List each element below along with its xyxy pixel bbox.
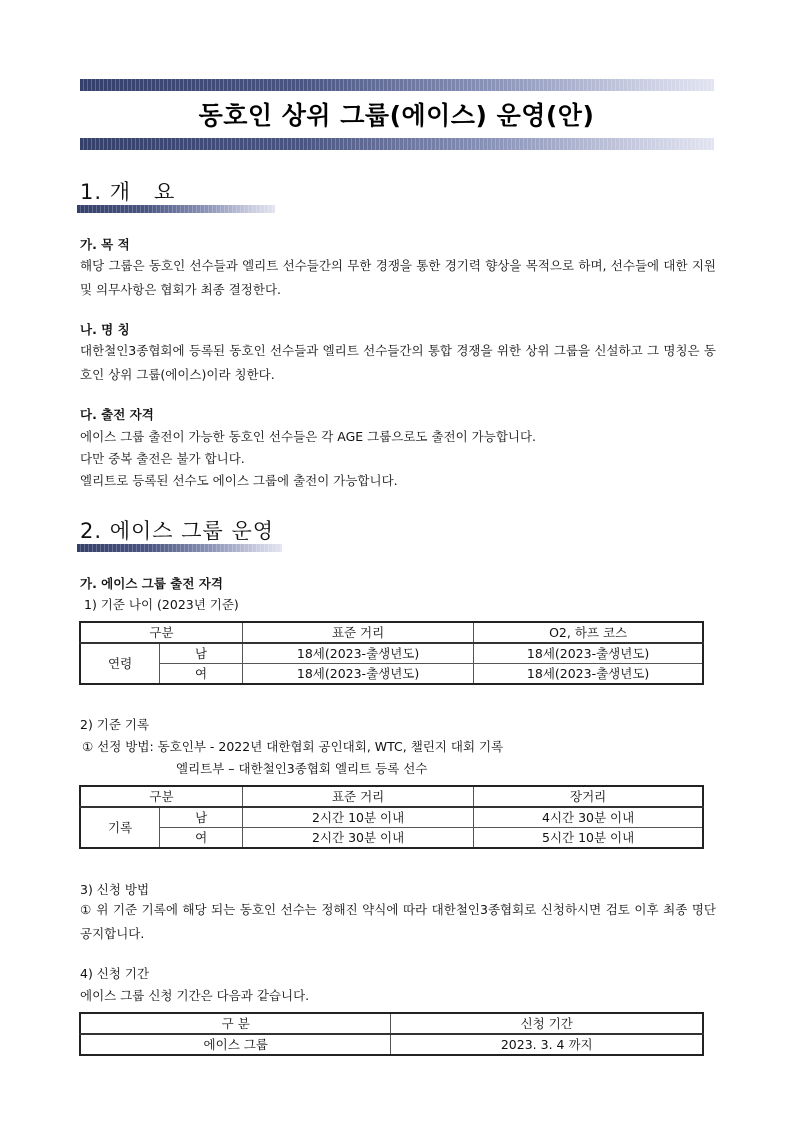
document-title: 동호인 상위 그룹(에이스) 운영(안)	[198, 101, 595, 130]
section-2-underline	[77, 544, 282, 552]
age-table	[79, 621, 704, 685]
age-table-header-standard: 표준 거리	[242, 622, 473, 643]
record-table-header-long: 장거리	[474, 786, 703, 807]
section-2-heading: 2. 에이스 그룹 운영	[80, 519, 275, 543]
age-table-long: 18세(2023-출생년도)	[474, 643, 703, 664]
record-table	[79, 785, 704, 849]
application-period-label: 4) 신청 기간	[80, 966, 150, 981]
subsection-eligibility-title: 다. 출전 자격	[80, 407, 154, 422]
period-table-header-period: 신청 기간	[391, 1013, 703, 1034]
table-row	[80, 664, 703, 685]
age-table-standard: 18세(2023-출생년도)	[242, 664, 473, 685]
table-row	[80, 643, 703, 664]
application-method-label: 3) 신청 방법	[80, 882, 150, 897]
application-method-text: ① 위 기준 기록에 해당 되는 동호인 선수는 정해진 약식에 따라 대한철인3종협회로 신청하시면 검토 이후 최종 명단 공지합니다.	[80, 902, 716, 941]
record-table-standard: 2시간 30분 이내	[243, 828, 474, 849]
section-1-heading: 1. 개 요	[80, 180, 176, 204]
record-table-long: 4시간 30분 이내	[474, 807, 703, 828]
subsection-name-title: 나. 명 칭	[80, 322, 130, 337]
title-bottom-bar	[80, 138, 714, 150]
eligibility-line-1: 에이스 그룹 출전이 가능한 동호인 선수들은 각 AGE 그룹으로도 출전이 가능합니다.	[80, 429, 537, 444]
application-period-text: 에이스 그룹 신청 기간은 다음과 같습니다.	[80, 988, 310, 1003]
eligibility-line-2: 다만 중복 출전은 불가 합니다.	[80, 451, 245, 466]
age-table-header-long: O2, 하프 코스	[474, 622, 703, 643]
age-table-gender: 남	[160, 643, 243, 664]
record-table-header-standard: 표준 거리	[243, 786, 474, 807]
record-table-gender: 남	[160, 807, 243, 828]
age-table-gender: 여	[160, 664, 243, 685]
age-table-long: 18세(2023-출생년도)	[474, 664, 703, 685]
selection-method-line-1: ① 선정 방법: 동호인부 - 2022년 대한협회 공인대회, WTC, 챌린지 대회 기록	[82, 739, 504, 754]
record-table-gender: 여	[160, 828, 243, 849]
age-table-header-category: 구분	[80, 622, 242, 643]
selection-method-line-2: 엘리트부 – 대한철인3종협회 엘리트 등록 선수	[176, 761, 428, 776]
name-text: 대한철인3종협회에 등록된 동호인 선수들과 엘리트 선수들간의 통합 경쟁을 위한 상위 그룹을 신설하고 그 명칭은 동호인 상위 그룹(에이스)이라 칭한다.	[80, 343, 716, 382]
age-table-standard: 18세(2023-출생년도)	[242, 643, 473, 664]
record-table-long: 5시간 10분 이내	[474, 828, 703, 849]
table-row	[80, 807, 703, 828]
subsection-ace-eligibility-title: 가. 에이스 그룹 출전 자격	[80, 576, 223, 591]
table-row	[80, 828, 703, 849]
period-table-period: 2023. 3. 4 까지	[391, 1034, 703, 1055]
title-top-bar	[80, 79, 714, 91]
record-table-standard: 2시간 10분 이내	[243, 807, 474, 828]
section-1-underline	[77, 205, 275, 213]
period-table	[79, 1012, 704, 1056]
table-row	[80, 1034, 703, 1055]
eligibility-line-3: 엘리트로 등록된 선수도 에이스 그룹에 출전이 가능합니다.	[80, 473, 398, 488]
age-table-row-group: 연령	[80, 643, 160, 684]
purpose-text: 해당 그룹은 동호인 선수들과 엘리트 선수들간의 무한 경쟁을 통한 경기력 향상을 목적으로 하며, 선수들에 대한 지원 및 의무사항은 협회가 최종 결정한다.	[80, 258, 716, 297]
period-table-header-category: 구 분	[80, 1013, 391, 1034]
record-table-row-group: 기록	[80, 807, 160, 848]
subsection-purpose-title: 가. 목 적	[80, 237, 130, 252]
period-table-group: 에이스 그룹	[80, 1034, 391, 1055]
record-criteria-label: 2) 기준 기록	[80, 717, 150, 732]
age-criteria-label: 1) 기준 나이 (2023년 기준)	[84, 597, 239, 612]
record-table-header-category: 구분	[80, 786, 243, 807]
